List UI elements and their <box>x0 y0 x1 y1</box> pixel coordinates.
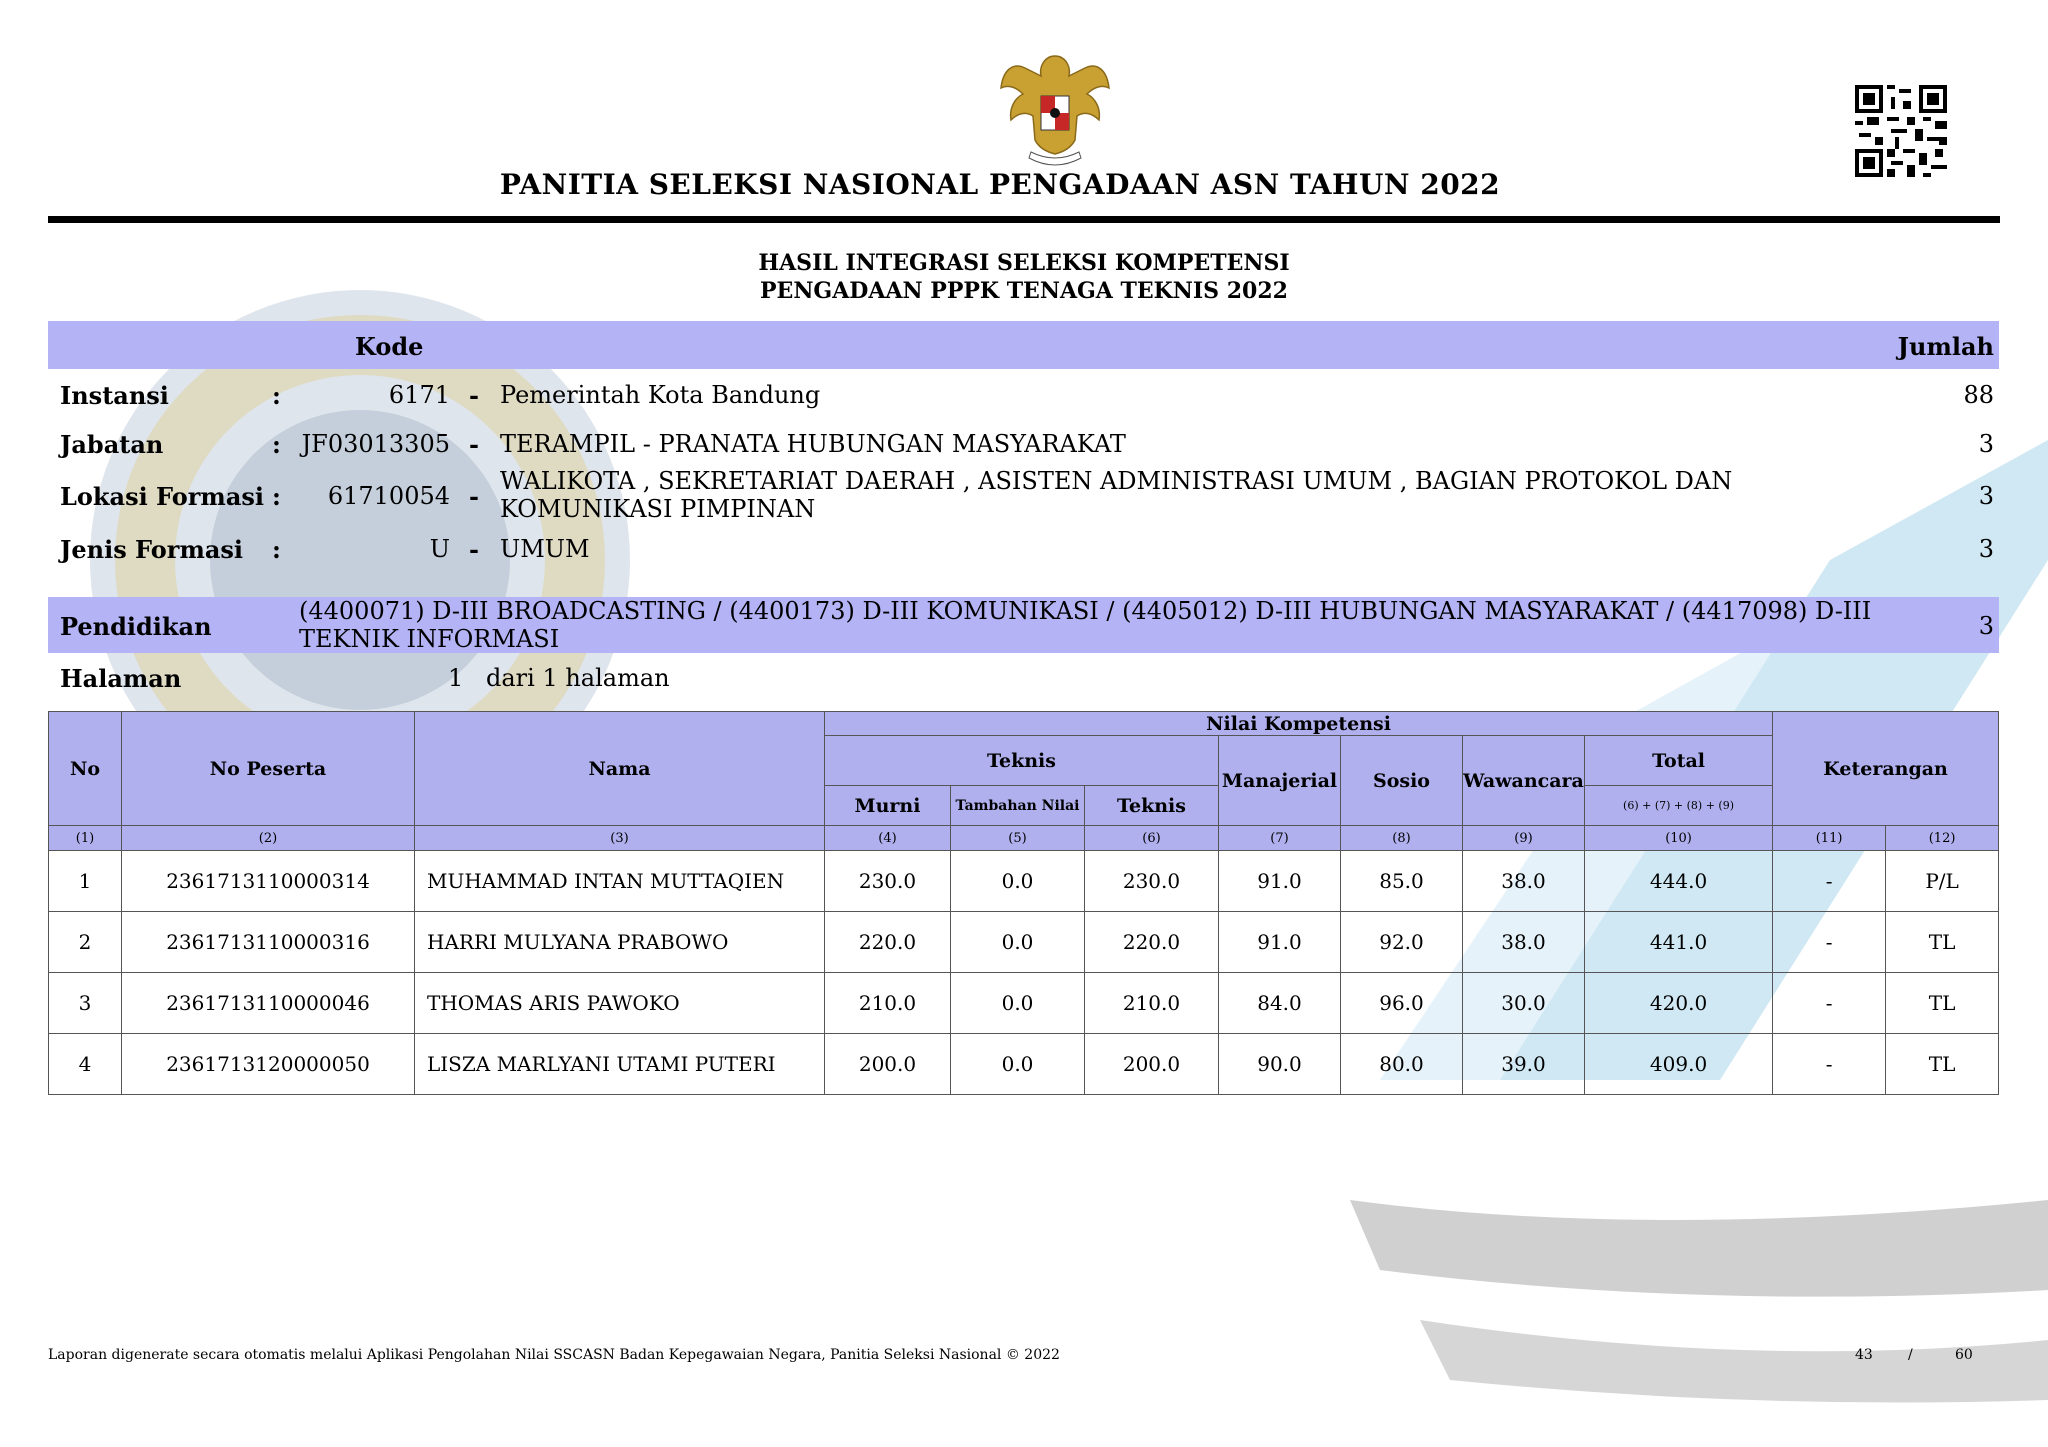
cell-keterangan-12: TL <box>1886 1034 1999 1095</box>
cell-teknis: 230.0 <box>1085 851 1219 912</box>
page-separator: / <box>1908 1347 1913 1363</box>
col-total: Total <box>1585 736 1773 786</box>
table-row <box>49 973 1999 1034</box>
col-no-peserta: No Peserta <box>122 712 415 826</box>
col-manajerial: Manajerial <box>1219 736 1341 826</box>
col-sosio: Sosio <box>1341 736 1463 826</box>
pendidikan-label: Pendidikan <box>60 612 212 641</box>
table-row <box>49 851 1999 912</box>
cell-sosio: 85.0 <box>1341 851 1463 912</box>
jenis-formasi-count: 3 <box>1978 535 1994 563</box>
cell-nama: THOMAS ARIS PAWOKO <box>415 973 825 1034</box>
cell-keterangan-12: TL <box>1886 973 1999 1034</box>
cell-total: 409.0 <box>1585 1034 1773 1095</box>
halaman-number: 1 <box>448 664 464 692</box>
col-no: No <box>49 712 122 826</box>
cell-teknis: 200.0 <box>1085 1034 1219 1095</box>
jabatan-count: 3 <box>1978 430 1994 458</box>
idx-2: (2) <box>122 826 415 851</box>
cell-tambahan: 0.0 <box>951 973 1085 1034</box>
col-nilai-kompetensi: Nilai Kompetensi <box>825 712 1773 736</box>
cell-nama: LISZA MARLYANI UTAMI PUTERI <box>415 1034 825 1095</box>
footer-note: Laporan digenerate secara otomatis melalui Aplikasi Pengolahan Nilai SSCASN Badan Kepegawaian Negara, Panitia Seleksi Nasional © 2022 <box>48 1347 1060 1363</box>
idx-9: (9) <box>1463 826 1585 851</box>
idx-1: (1) <box>49 826 122 851</box>
cell-keterangan-12: P/L <box>1886 851 1999 912</box>
cell-no-peserta: 2361713120000050 <box>122 1034 415 1095</box>
cell-sosio: 80.0 <box>1341 1034 1463 1095</box>
qr-code-icon <box>1855 85 1947 177</box>
cell-murni: 210.0 <box>825 973 951 1034</box>
kode-band <box>48 321 1999 369</box>
lokasi-formasi-colon: : <box>272 482 281 511</box>
document-title: PANITIA SELEKSI NASIONAL PENGADAAN ASN TAHUN 2022 <box>499 168 1501 201</box>
col-murni: Murni <box>825 786 951 826</box>
col-wawancara: Wawancara <box>1463 736 1585 826</box>
jenis-formasi-value: UMUM <box>500 535 590 563</box>
halaman-label: Halaman <box>60 664 182 693</box>
cell-manajerial: 84.0 <box>1219 973 1341 1034</box>
col-keterangan: Keterangan <box>1773 712 1999 826</box>
lokasi-formasi-code: 61710054 <box>327 482 450 510</box>
cell-total: 441.0 <box>1585 912 1773 973</box>
cell-teknis: 220.0 <box>1085 912 1219 973</box>
idx-3: (3) <box>415 826 825 851</box>
subtitle-line-1: HASIL INTEGRASI SELEKSI KOMPETENSI <box>758 250 1290 276</box>
idx-5: (5) <box>951 826 1085 851</box>
idx-12: (12) <box>1886 826 1999 851</box>
jenis-formasi-code: U <box>429 535 450 563</box>
halaman-text: dari 1 halaman <box>486 664 670 692</box>
idx-6: (6) <box>1085 826 1219 851</box>
cell-no-peserta: 2361713110000316 <box>122 912 415 973</box>
cell-nama: MUHAMMAD INTAN MUTTAQIEN <box>415 851 825 912</box>
jenis-formasi-colon: : <box>272 535 281 564</box>
cell-total: 444.0 <box>1585 851 1773 912</box>
table-row <box>49 912 1999 973</box>
instansi-label: Instansi <box>60 381 169 410</box>
cell-no: 1 <box>49 851 122 912</box>
col-tambahan-nilai: Tambahan Nilai <box>951 786 1085 826</box>
lokasi-formasi-count: 3 <box>1978 482 1994 510</box>
col-teknis-group: Teknis <box>825 736 1219 786</box>
cell-tambahan: 0.0 <box>951 851 1085 912</box>
cell-no-peserta: 2361713110000046 <box>122 973 415 1034</box>
lokasi-formasi-label: Lokasi Formasi <box>60 482 264 511</box>
jabatan-colon: : <box>272 430 281 459</box>
cell-no: 2 <box>49 912 122 973</box>
jenis-formasi-dash: - <box>469 535 479 564</box>
cell-wawancara: 30.0 <box>1463 973 1585 1034</box>
cell-keterangan-11: - <box>1773 1034 1886 1095</box>
page-current: 43 <box>1855 1347 1873 1363</box>
cell-keterangan-11: - <box>1773 973 1886 1034</box>
kode-label: Kode <box>355 332 424 361</box>
cell-no: 4 <box>49 1034 122 1095</box>
idx-8: (8) <box>1341 826 1463 851</box>
cell-teknis: 210.0 <box>1085 973 1219 1034</box>
cell-tambahan: 0.0 <box>951 912 1085 973</box>
instansi-code: 6171 <box>388 381 450 409</box>
lokasi-formasi-dash: - <box>469 482 479 511</box>
results-table <box>48 711 1999 1095</box>
cell-keterangan-11: - <box>1773 912 1886 973</box>
cell-murni: 230.0 <box>825 851 951 912</box>
jabatan-dash: - <box>469 430 479 459</box>
cell-wawancara: 39.0 <box>1463 1034 1585 1095</box>
idx-11: (11) <box>1773 826 1886 851</box>
instansi-value: Pemerintah Kota Bandung <box>500 381 821 409</box>
col-total-formula: (6) + (7) + (8) + (9) <box>1585 786 1773 826</box>
cell-manajerial: 91.0 <box>1219 851 1341 912</box>
cell-keterangan-12: TL <box>1886 912 1999 973</box>
cell-sosio: 92.0 <box>1341 912 1463 973</box>
jabatan-label: Jabatan <box>60 430 164 459</box>
instansi-count: 88 <box>1963 381 1994 409</box>
jenis-formasi-label: Jenis Formasi <box>60 535 244 564</box>
col-teknis: Teknis <box>1085 786 1219 826</box>
idx-10: (10) <box>1585 826 1773 851</box>
instansi-colon: : <box>272 381 281 410</box>
idx-7: (7) <box>1219 826 1341 851</box>
cell-sosio: 96.0 <box>1341 973 1463 1034</box>
page-total: 60 <box>1955 1347 1973 1363</box>
cell-no-peserta: 2361713110000314 <box>122 851 415 912</box>
jumlah-label: Jumlah <box>1897 332 1994 361</box>
pendidikan-count: 3 <box>1978 612 1994 640</box>
pendidikan-value: (4400071) D-III BROADCASTING / (4400173) D-III KOMUNIKASI / (4405012) D-III HUBUNGAN MASYARAKAT / (4417098) D-III TEKNIK INFORMASI <box>299 597 1872 653</box>
lokasi-formasi-value: WALIKOTA , SEKRETARIAT DAERAH , ASISTEN ADMINISTRASI UMUM , BAGIAN PROTOKOL DAN KOMUNIKASI PIMPINAN <box>500 467 1733 523</box>
garuda-emblem-icon <box>995 48 1115 173</box>
jabatan-code: JF03013305 <box>301 430 450 458</box>
cell-murni: 200.0 <box>825 1034 951 1095</box>
cell-tambahan: 0.0 <box>951 1034 1085 1095</box>
header-rule <box>48 216 2000 223</box>
idx-4: (4) <box>825 826 951 851</box>
cell-total: 420.0 <box>1585 973 1773 1034</box>
jabatan-value: TERAMPIL - PRANATA HUBUNGAN MASYARAKAT <box>500 430 1126 458</box>
cell-manajerial: 90.0 <box>1219 1034 1341 1095</box>
cell-nama: HARRI MULYANA PRABOWO <box>415 912 825 973</box>
col-nama: Nama <box>415 712 825 826</box>
subtitle-line-2: PENGADAAN PPPK TENAGA TEKNIS 2022 <box>760 278 1288 304</box>
cell-wawancara: 38.0 <box>1463 912 1585 973</box>
cell-manajerial: 91.0 <box>1219 912 1341 973</box>
instansi-dash: - <box>469 381 479 410</box>
cell-no: 3 <box>49 973 122 1034</box>
table-row <box>49 1034 1999 1095</box>
cell-murni: 220.0 <box>825 912 951 973</box>
cell-wawancara: 38.0 <box>1463 851 1585 912</box>
cell-keterangan-11: - <box>1773 851 1886 912</box>
